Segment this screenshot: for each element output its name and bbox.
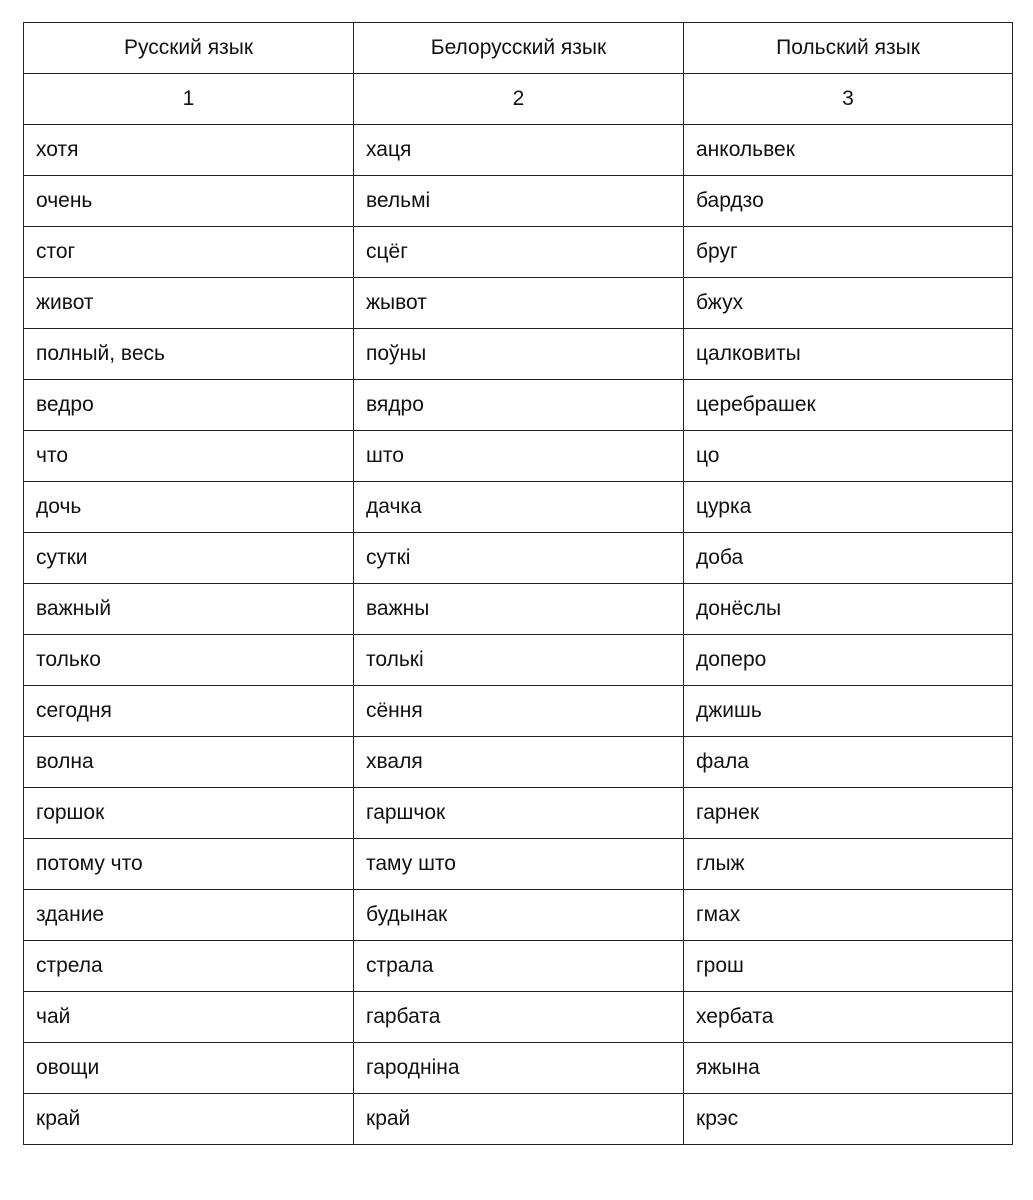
russian-cell: ведро [24,380,354,431]
polish-cell: гмах [684,890,1013,941]
belarusian-cell: гаршчок [354,788,684,839]
table-row [24,1094,1013,1145]
russian-cell: стрела [24,941,354,992]
column-number-3: 3 [684,74,1013,125]
belarusian-cell: што [354,431,684,482]
belarusian-cell: сцёг [354,227,684,278]
russian-cell: важный [24,584,354,635]
table-row [24,482,1013,533]
table-row [24,635,1013,686]
belarusian-cell: важны [354,584,684,635]
polish-cell: фала [684,737,1013,788]
table-row [24,1043,1013,1094]
russian-cell: очень [24,176,354,227]
table-row [24,125,1013,176]
russian-cell: сутки [24,533,354,584]
table-row [24,329,1013,380]
polish-cell: доба [684,533,1013,584]
russian-cell: дочь [24,482,354,533]
polish-cell: церебрашек [684,380,1013,431]
table-row [24,788,1013,839]
belarusian-cell: хаця [354,125,684,176]
russian-cell: сегодня [24,686,354,737]
column-number-row [24,74,1013,125]
polish-cell: джишь [684,686,1013,737]
belarusian-cell: вядро [354,380,684,431]
table-body [24,125,1013,1145]
polish-cell: яжына [684,1043,1013,1094]
russian-cell: стог [24,227,354,278]
russian-cell: край [24,1094,354,1145]
table-row [24,278,1013,329]
table-row [24,992,1013,1043]
header-russian: Русский язык [24,23,354,74]
table-row [24,839,1013,890]
polish-cell: бжух [684,278,1013,329]
vocabulary-table [23,22,1013,1145]
table-row [24,890,1013,941]
header-polish: Польский язык [684,23,1013,74]
belarusian-cell: поўны [354,329,684,380]
belarusian-cell: хваля [354,737,684,788]
table-row [24,380,1013,431]
polish-cell: донёслы [684,584,1013,635]
table-row [24,431,1013,482]
polish-cell: крэс [684,1094,1013,1145]
polish-cell: анкольвек [684,125,1013,176]
belarusian-cell: суткі [354,533,684,584]
polish-cell: цурка [684,482,1013,533]
table-row [24,941,1013,992]
polish-cell: глыж [684,839,1013,890]
table-row [24,686,1013,737]
russian-cell: горшок [24,788,354,839]
table-row [24,176,1013,227]
belarusian-cell: толькі [354,635,684,686]
belarusian-cell: вельмі [354,176,684,227]
polish-cell: хербата [684,992,1013,1043]
header-row [24,23,1013,74]
belarusian-cell: гароднiна [354,1043,684,1094]
polish-cell: бруг [684,227,1013,278]
polish-cell: доперо [684,635,1013,686]
polish-cell: гарнек [684,788,1013,839]
russian-cell: волна [24,737,354,788]
belarusian-cell: гарбата [354,992,684,1043]
table-row [24,584,1013,635]
russian-cell: чай [24,992,354,1043]
column-number-2: 2 [354,74,684,125]
belarusian-cell: жывот [354,278,684,329]
table-row [24,533,1013,584]
russian-cell: здание [24,890,354,941]
belarusian-cell: будынак [354,890,684,941]
russian-cell: хотя [24,125,354,176]
belarusian-cell: сёння [354,686,684,737]
polish-cell: грош [684,941,1013,992]
table-row [24,737,1013,788]
column-number-1: 1 [24,74,354,125]
russian-cell: овощи [24,1043,354,1094]
header-belarusian: Белорусский язык [354,23,684,74]
russian-cell: потому что [24,839,354,890]
belarusian-cell: дачка [354,482,684,533]
polish-cell: цо [684,431,1013,482]
table-row [24,227,1013,278]
belarusian-cell: таму што [354,839,684,890]
belarusian-cell: край [354,1094,684,1145]
polish-cell: бардзо [684,176,1013,227]
polish-cell: цалковиты [684,329,1013,380]
russian-cell: что [24,431,354,482]
russian-cell: только [24,635,354,686]
russian-cell: живот [24,278,354,329]
russian-cell: полный, весь [24,329,354,380]
belarusian-cell: страла [354,941,684,992]
